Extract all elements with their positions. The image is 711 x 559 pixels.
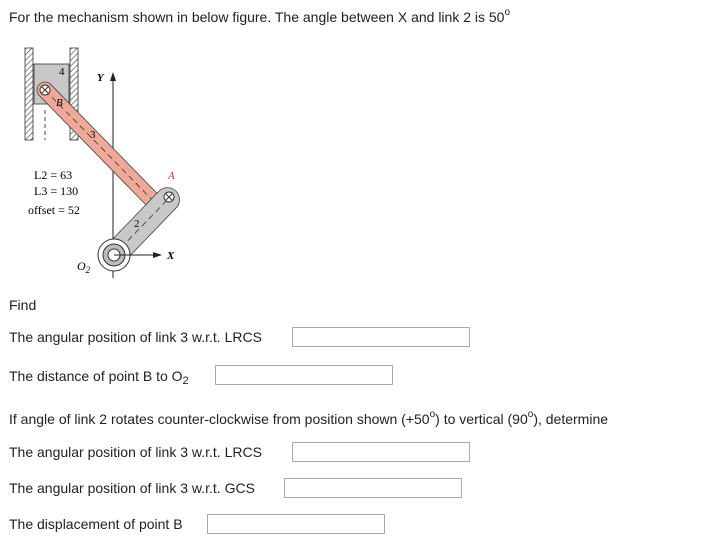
link-4-label: 4 [59, 66, 65, 78]
part2-instructions: If angle of link 2 rotates counter-clockwise from position shown $(+50^o)$ to vertical (90$^o$), determine [9, 409, 609, 427]
q5-label: The displacement of point B [9, 516, 183, 532]
degree-superscript: o [527, 409, 534, 420]
y-axis-arrow [110, 72, 116, 81]
link-3-label: 3 [90, 129, 96, 141]
left-ground-wall [25, 48, 33, 140]
pin-b [40, 85, 50, 95]
q2-subscript: 2 [182, 375, 189, 387]
pivot-label: $O_2$ [77, 259, 91, 275]
y-axis-label: Y [97, 72, 104, 84]
link-2-label: 2 [134, 218, 140, 230]
intro-text: For the mechanism shown in below figure. The angle between X and link 2 is 50$^o$ [9, 7, 511, 25]
q1-answer-input[interactable] [292, 327, 470, 347]
x-axis-label: X [167, 250, 175, 262]
q1-label: The angular position of link 3 w.r.t. LRCS [9, 329, 262, 345]
q4-answer-input[interactable] [284, 478, 462, 498]
q3-answer-input[interactable] [292, 442, 470, 462]
q2-label: The distance of point B to $O_2$ [9, 368, 189, 387]
point-a-label: A [168, 170, 175, 182]
param-l3: L3 = 130 [34, 184, 79, 198]
find-heading: Find [9, 297, 37, 313]
q4-label: The angular position of link 3 w.r.t. GCS [9, 480, 255, 496]
x-axis-arrow [153, 252, 162, 258]
pin-a [164, 192, 174, 202]
param-l2: L2 = 63 [34, 168, 73, 182]
param-offset: offset = 52 [28, 203, 80, 217]
q2-answer-input[interactable] [215, 365, 393, 385]
q5-answer-input[interactable] [207, 514, 385, 534]
q3-label: The angular position of link 3 w.r.t. LRCS [9, 444, 262, 460]
degree-superscript: o [429, 409, 436, 420]
point-b-label: B [56, 97, 63, 109]
mechanism-figure [0, 40, 200, 290]
degree-superscript: o [504, 7, 511, 18]
